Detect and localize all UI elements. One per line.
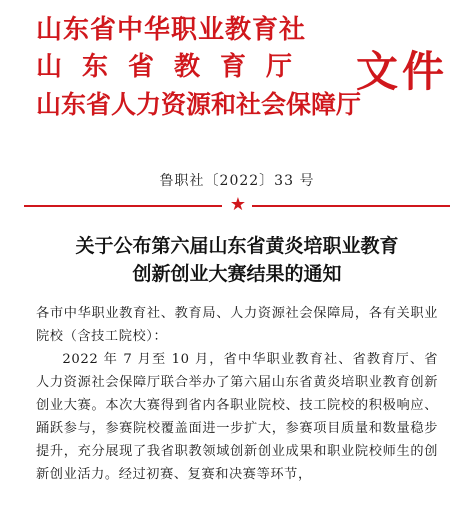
notice-title-line-2: 创新创业大赛结果的通知 bbox=[132, 263, 342, 285]
issuer-line-2: 山东省教育厅 bbox=[36, 52, 313, 82]
divider-line-left bbox=[24, 205, 222, 207]
document-word: 文件 bbox=[356, 47, 449, 96]
red-divider bbox=[24, 194, 450, 215]
notice-title-line-1: 关于公布第六届山东省黄炎培职业教育 bbox=[75, 235, 399, 257]
star-icon: ★ bbox=[229, 194, 247, 215]
issuer-line-3: 山东省人力资源和社会保障厅 bbox=[36, 90, 362, 119]
salutation: 各市中华职业教育社、教育局、人力资源社会保障局，各有关职业院校（含技工院校）： bbox=[36, 306, 438, 344]
issuer-line-1: 山东省中华职业教育社 bbox=[36, 15, 307, 45]
divider-line-right bbox=[252, 205, 450, 207]
notice-body bbox=[36, 302, 438, 486]
document-header bbox=[36, 14, 449, 129]
body-paragraph-1: 2022 年 7 月至 10 月，省中华职业教育社、省教育厅、省人力资源社会保障厅联合举办了第六届山东省黄炎培职业教育创新创业大赛。本次大赛得到省内各职业院校、技工院校的积极响应、踊跃参与，参赛院校覆盖面进一步扩大，参赛项目质量和数量稳步提升，充分展现了我省职教领域创新创业成果和职业院校师生的创新创业活力。经过初赛、复赛和决赛等环节， bbox=[36, 352, 438, 482]
document-number: 鲁职社〔2022〕33 号 bbox=[159, 173, 315, 189]
